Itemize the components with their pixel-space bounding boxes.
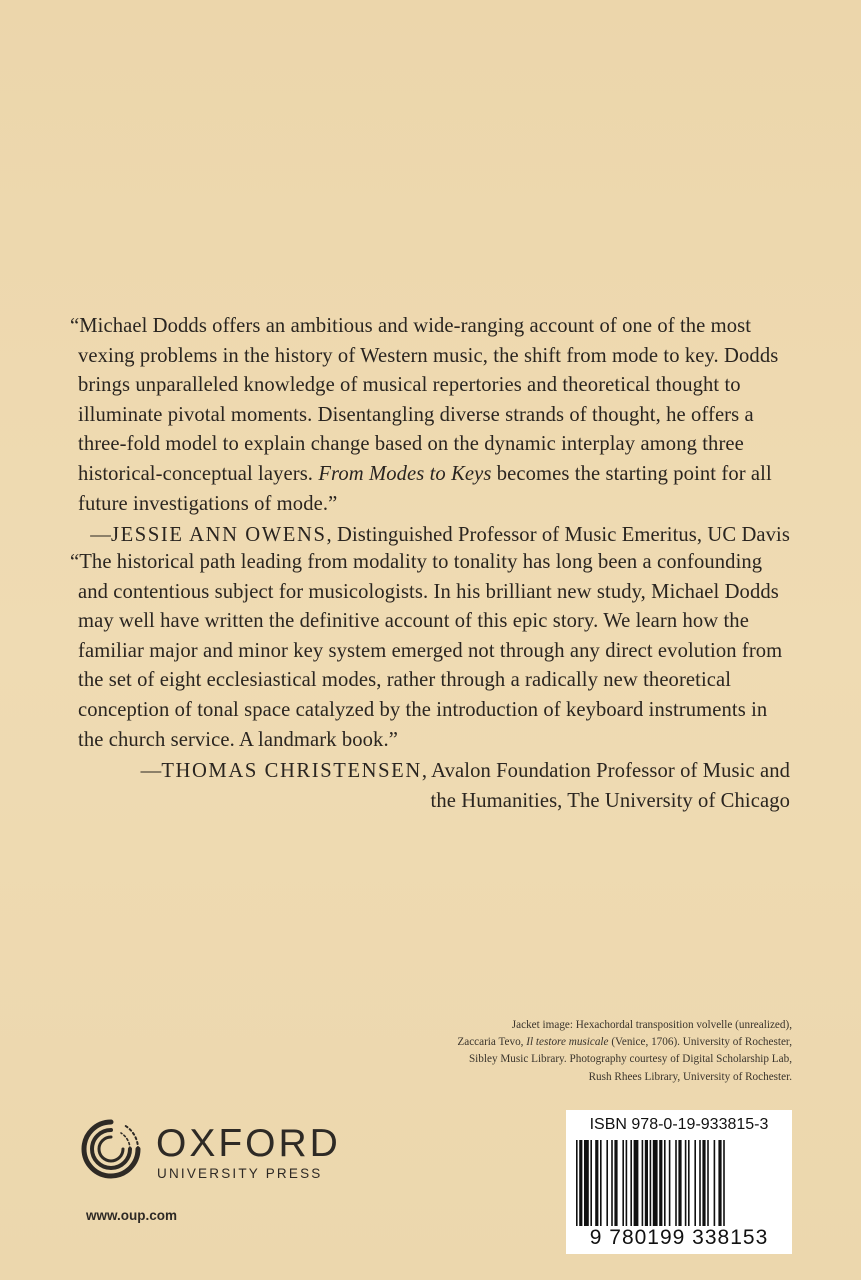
endorser-affiliation: the Humanities, The University of Chicago [430, 789, 790, 812]
credit-italic: Il testore musicale [526, 1036, 609, 1049]
credit-line: Jacket image: Hexachordal transposition volvelle (unrealized), [511, 1019, 792, 1031]
endorsement-attribution [70, 521, 790, 551]
endorser-name: THOMAS CHRISTENSEN [161, 760, 422, 783]
endorsement-quote [70, 312, 790, 519]
oxford-spiral-logo-icon [78, 1116, 144, 1182]
endorsement-owens [70, 312, 790, 551]
endorser-title: , Distinguished Professor of Music Emeritus, UC Davis [326, 524, 790, 547]
credit-line: Sibley Music Library. Photography courtesy of Digital Scholarship Lab, [468, 1053, 792, 1066]
jacket-credit [430, 1017, 792, 1086]
quote-text-end: becomes the starting point for all future investigations of mode.” [78, 462, 772, 515]
endorser-title: , Avalon Foundation Professor of Music and [421, 760, 790, 783]
isbn-barcode [566, 1110, 792, 1254]
attribution-dash: — [90, 524, 111, 547]
barcode-bars [576, 1140, 782, 1226]
book-title-italic: From Modes to Keys [318, 462, 492, 485]
publisher-url: www.oup.com [86, 1208, 177, 1223]
isbn-label: ISBN 978-0-19-933815-3 [589, 1116, 769, 1133]
endorsement-attribution [70, 757, 790, 787]
credit-text: (Venice, 1706). University of Rochester, [608, 1036, 792, 1049]
credit-line: Rush Rhees Library, University of Rochester. [588, 1070, 792, 1083]
publisher-name: OXFORD [156, 1122, 341, 1165]
publisher-subname: UNIVERSITY PRESS [157, 1166, 323, 1181]
endorsement-quote: “The historical path leading from modality to tonality has long been a confounding and contentious subject for musicologists. In his brilliant new study, Michael Dodds may well have written the definitive account of this epic story. We learn how the familiar major and minor key system emerged not through any direct evolution from the set of eight ecclesiastical modes, rather through a radically new theoretical conception of tonal space catalyzed by the introduction of keyboard instruments in the church service. A landmark book.” [70, 551, 783, 751]
credit-line [430, 1034, 792, 1051]
barcode-digits: 9 780199 338153 [589, 1226, 769, 1249]
credit-text: Zaccaria Tevo, [457, 1036, 527, 1049]
endorser-name: JESSIE ANN OWENS [110, 524, 327, 547]
attribution-dash: — [140, 760, 162, 783]
quote-text: “Michael Dodds offers an ambitious and wide-ranging account of one of the most vexing problems in the history of Western music, the shift from mode to key. Dodds brings unparalleled knowledge of musical repertories and theoretical thought to illuminate pivotal moments. Disentangling diverse strands of thought, he offers a three-fold model to explain change based on the dynamic interplay among three historical-conceptual layers. [70, 315, 779, 485]
endorsement-christensen [70, 548, 790, 816]
